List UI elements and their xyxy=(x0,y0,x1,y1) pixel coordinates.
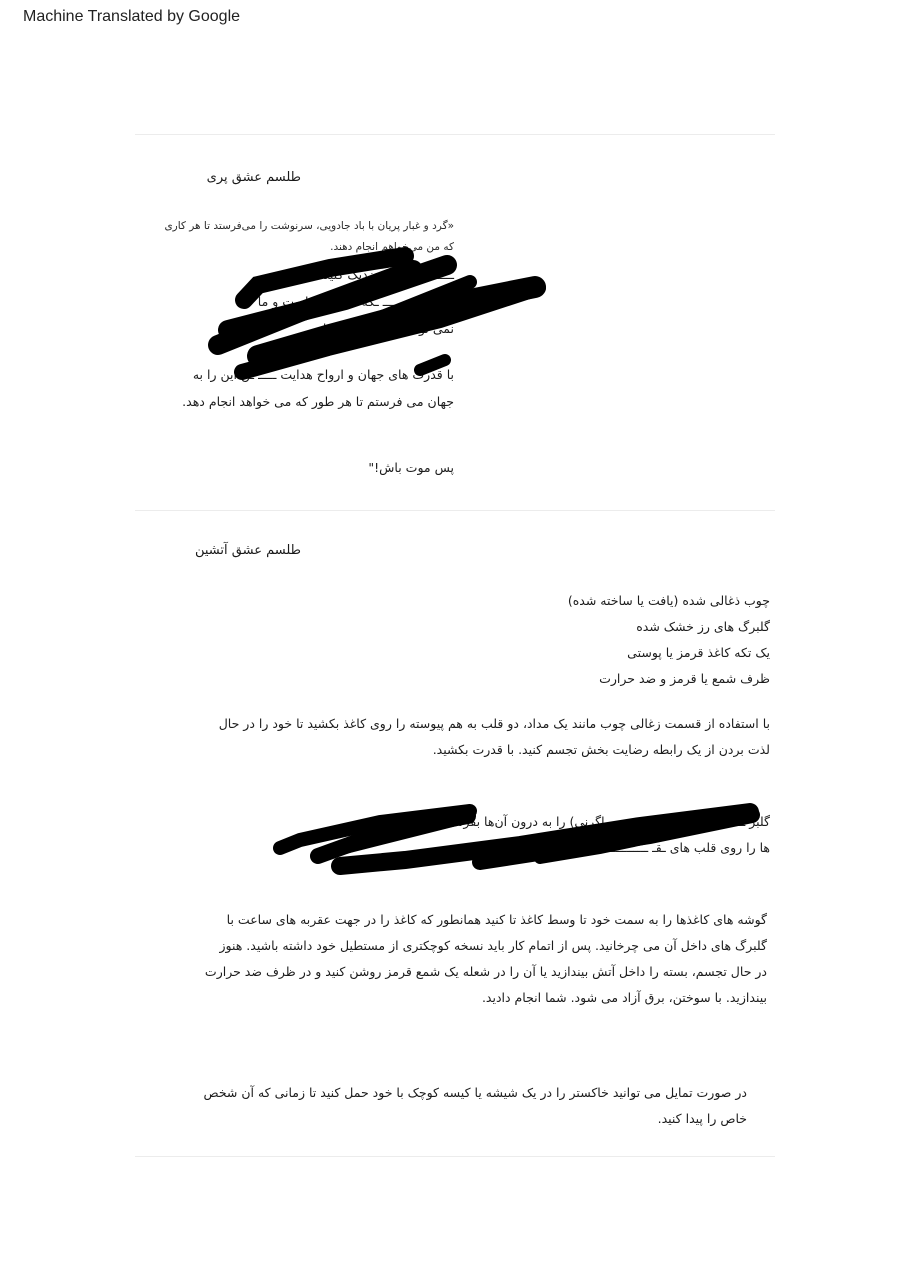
spell2-step3 xyxy=(205,907,767,1011)
spell2-step1 xyxy=(219,711,770,763)
spell1-text-line: ـصیتش ــــــــ ـکه اگر چنین است و ما xyxy=(257,294,454,309)
ingredient-item: ظرف شمع یا قرمز و ضد حرارت xyxy=(599,671,770,686)
step1-line: با استفاده از قسمت زغالی چوب مانند یک مداد، دو قلب به هم پیوسته را روی کاغذ بکشید تا خود را در حال xyxy=(218,716,770,731)
spell1-power-line: با قدرت های جهان و ارواح هدایت ـــــ ـن این را به xyxy=(192,367,454,382)
ingredient-item: یک تکه کاغذ قرمز یا پوستی xyxy=(627,645,770,660)
divider-top xyxy=(135,134,775,135)
step4-line: در صورت تمایل می توانید خاکستر را در یک شیشه یا کیسه کوچک با خود حمل کنید تا زمانی که آن شخص xyxy=(203,1085,747,1100)
spell1-text-line: نمی توا ــــــــــــــ ـت بدار. xyxy=(312,321,454,336)
ingredient-item: گلبرگ های رز خشک شده xyxy=(636,619,770,634)
step3-line: گوشه های کاغذها را به سمت خود تا وسط کاغذ تا کنید همانطور که کاغذ را در جهت عقربه های ساعت با xyxy=(226,912,767,927)
spell1-quote xyxy=(164,216,454,258)
spell2-ingredients-list xyxy=(568,588,770,692)
step3-line: در حال تجسم، بسته را داخل آتش بیندازید یا آن را در شعله یک شمع قرمز روشن کنید و در ظرف ضد حرارت xyxy=(204,964,767,979)
spell2-title: طلسم عشق آتشین xyxy=(194,543,301,558)
spell2-step2 xyxy=(399,809,770,861)
step3-line: گلبرگ های داخل آن می چرخانید. پس از اتمام کار باید نسخه کوچکتری از مستطیل خود داشته باشید. هنوز xyxy=(219,938,767,953)
spell1-partially-redacted-text xyxy=(258,261,454,342)
spell1-closing: پس موت باش!" xyxy=(368,460,454,475)
step2-line: گلبر ـــــــ ـگـس ـد ـه ا ـــــــــ ـاگرنی) را به درون آن‌ها بفرستید. گلبرگ xyxy=(398,814,770,829)
spell1-power-line: جهان می فرستم تا هر طور که می خواهد انجام دهد. xyxy=(182,394,454,409)
spell1-title: طلسم عشق پری xyxy=(206,170,301,185)
spell1-text-line: ــــــ ـاد به هم نزدیک کنید. xyxy=(319,267,454,282)
ingredient-item: چوب ذغالی شده (یافت یا ساخته شده) xyxy=(567,593,770,608)
step4-line: خاص را پیدا کنید. xyxy=(657,1111,747,1126)
spell2-step4 xyxy=(204,1080,748,1132)
divider-bottom xyxy=(135,1156,775,1157)
machine-translation-label: Machine Translated by Google xyxy=(23,8,241,25)
spell1-power-paragraph xyxy=(182,361,454,415)
spell1-quote-line: «گرد و غبار پریان با باد جادویی، سرنوشت را می‌فرستد تا هر کاری xyxy=(164,220,454,232)
step3-line: بیندازید. با سوختن، برق آزاد می شود. شما انجام دادید. xyxy=(481,990,767,1005)
step2-line: ها را روی قلب های ـقـ ـــــــــــــ xyxy=(600,840,770,855)
divider-middle xyxy=(135,510,775,511)
step1-line: لذت بردن از یک رابطه رضایت بخش تجسم کنید. با قدرت بکشید. xyxy=(432,742,770,757)
spell1-quote-line: که من می‌خواهم انجام دهند. xyxy=(330,241,454,253)
